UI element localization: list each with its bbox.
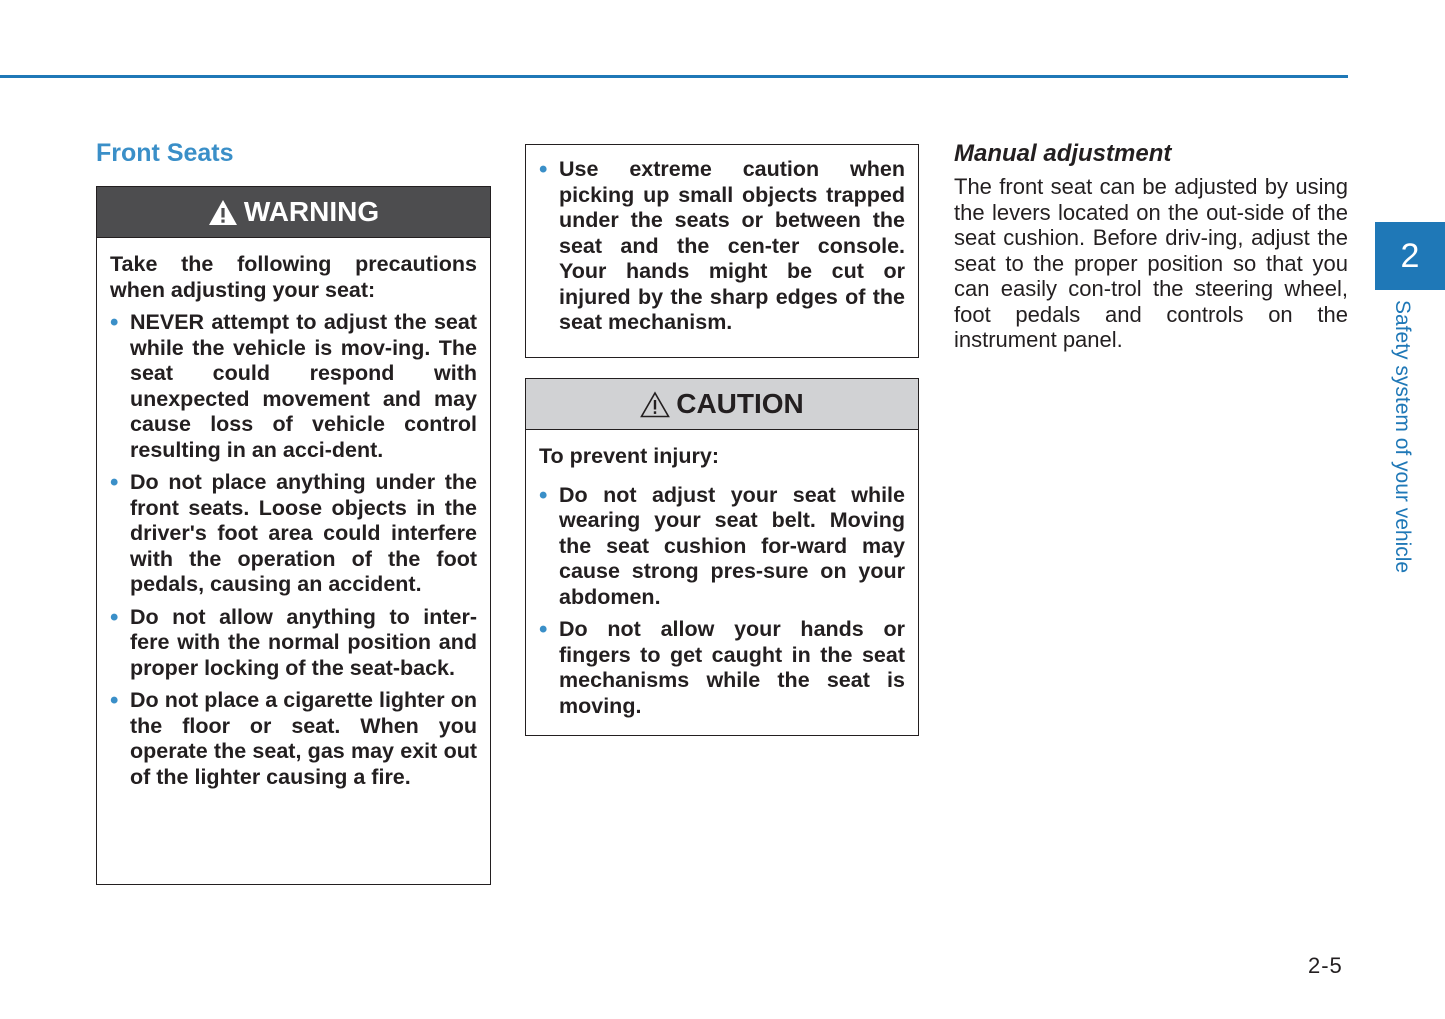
page-number: 2-5: [1308, 953, 1343, 978]
bullet-icon: •: [110, 469, 119, 496]
list-item: • Do not adjust your seat while wearing your seat belt. Moving the seat cushion for-ward may cause strong pres-sure on your abdomen.: [539, 481, 905, 609]
bullet-icon: •: [539, 156, 548, 183]
section-title: Front Seats: [96, 139, 234, 167]
warning-continued-list: [539, 157, 905, 336]
warning-box: [96, 186, 491, 885]
caution-header-label: CAUTION: [676, 388, 804, 419]
bullet-icon: •: [539, 616, 548, 643]
list-item: • Do not place a cigarette lighter on the floor or seat. When you operate the seat, gas may exit out of the lighter causing a fire.: [110, 687, 477, 789]
warning-header: [97, 187, 490, 238]
warning-header-label: WARNING: [243, 196, 380, 227]
list-item: • Do not allow your hands or fingers to get caught in the seat mechanisms while the seat is moving.: [539, 616, 905, 718]
warning-intro: Take the following precautions when adjusting your seat:: [110, 252, 477, 302]
caution-body: [526, 430, 918, 719]
warning-body: [97, 238, 490, 790]
warning-list: [110, 310, 477, 790]
chapter-number: 2: [1400, 236, 1420, 275]
manual-adjustment-section: [954, 140, 1348, 353]
warning-continued-box: [525, 144, 919, 358]
bullet-icon: •: [110, 603, 119, 631]
caution-box: [525, 378, 919, 736]
caution-triangle-icon: [640, 391, 670, 418]
list-item: • NEVER attempt to adjust the seat while the vehicle is mov-ing. The seat could respond with unexpected movement and may cause loss of vehicle control resulting in an acci-dent.: [110, 309, 477, 462]
list-item: • Do not place anything under the front seats. Loose objects in the driver's foot area could interfere with the operation of the foot pedals, causing an accident.: [110, 469, 477, 596]
bullet-icon: •: [110, 309, 119, 336]
list-item: • Do not allow anything to inter-fere with the normal position and proper locking of the seat-back.: [110, 603, 477, 680]
chapter-tab: [1375, 222, 1445, 290]
top-rule: [0, 75, 1348, 78]
caution-header: [526, 379, 918, 430]
list-item: • Use extreme caution when picking up small objects trapped under the seats or between the seat and the cen-ter console. Your hands might be cut or injured by the sharp edges of the seat mechanism.: [539, 156, 905, 334]
manual-adjustment-text: The front seat can be adjusted by using the levers located on the out-side of the seat cushion. Before driv-ing, adjust the seat to the proper position so that you can easily con-trol the steering wheel, foot pedals and controls on the instrument panel.: [954, 174, 1348, 352]
caution-intro: To prevent injury:: [539, 444, 719, 468]
warning-continued-body: [526, 145, 918, 336]
warning-triangle-icon: [208, 199, 238, 226]
chapter-label: Safety system of your vehicle: [1391, 300, 1414, 574]
bullet-icon: •: [539, 481, 548, 509]
bullet-icon: •: [110, 687, 119, 714]
manual-adjustment-title: Manual adjustment: [954, 140, 1172, 167]
caution-list: [539, 483, 905, 720]
